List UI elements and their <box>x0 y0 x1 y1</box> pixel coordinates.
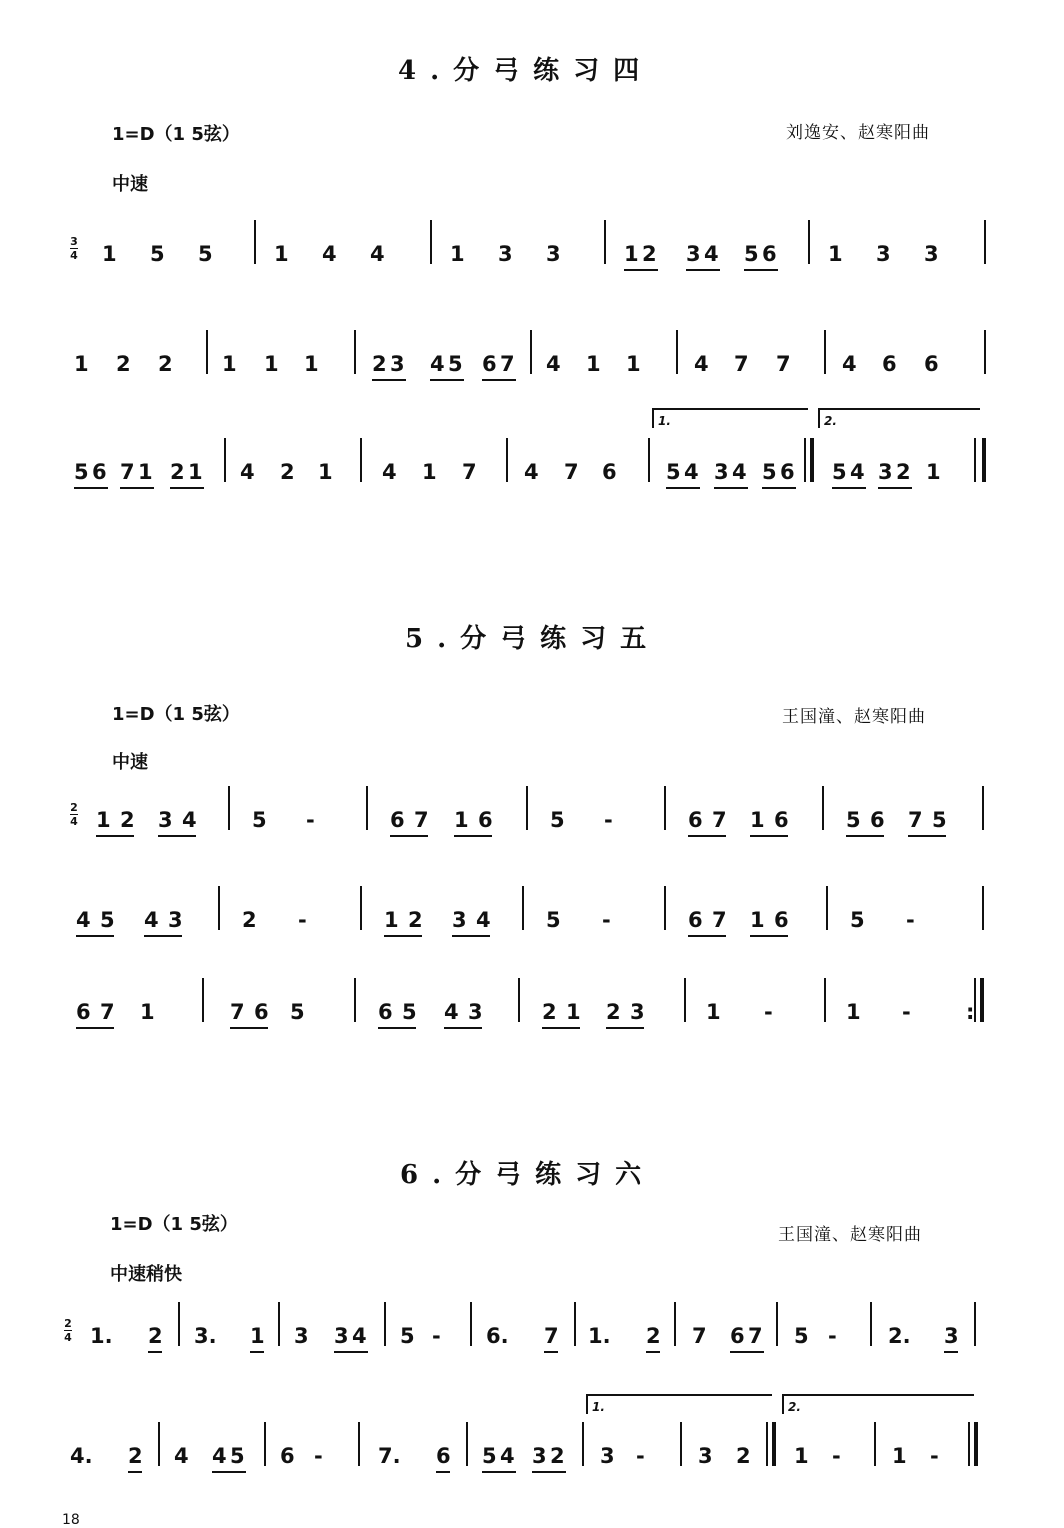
note: - <box>604 808 613 832</box>
beam-underline <box>688 935 726 937</box>
note: - <box>636 1444 645 1468</box>
note: 4 <box>842 352 857 376</box>
beam-underline <box>686 269 720 271</box>
barline <box>664 886 666 930</box>
note: 3 <box>878 460 893 484</box>
note: 1 <box>102 242 117 266</box>
note: 1. <box>588 1324 611 1348</box>
note: 5 <box>400 1324 415 1348</box>
beam-underline <box>230 1027 268 1029</box>
note: 2 <box>170 460 185 484</box>
note: 2 <box>148 1324 163 1348</box>
note: 1 <box>250 1324 265 1348</box>
note: 2 <box>120 808 135 832</box>
beam-underline <box>744 269 778 271</box>
note: 1 <box>140 1000 155 1024</box>
note: 4 <box>430 352 445 376</box>
note: 3 <box>698 1444 713 1468</box>
note: 1 <box>586 352 601 376</box>
second-ending-bracket: 2. <box>818 408 980 428</box>
note: 1 <box>626 352 641 376</box>
note: 2 <box>736 1444 751 1468</box>
note: 4 <box>444 1000 459 1024</box>
barline <box>254 220 256 264</box>
note: 5 <box>744 242 759 266</box>
beam-underline <box>170 487 204 489</box>
note: 6 <box>774 808 789 832</box>
note: 2 <box>372 352 387 376</box>
beam-underline <box>624 269 658 271</box>
note: 7 <box>776 352 791 376</box>
barline <box>202 978 204 1022</box>
note: 2 <box>542 1000 557 1024</box>
note: 4 <box>240 460 255 484</box>
note: 2 <box>606 1000 621 1024</box>
note: 1 <box>750 908 765 932</box>
barline <box>574 1302 576 1346</box>
beam-underline <box>832 487 866 489</box>
barline <box>776 1302 778 1346</box>
barline <box>518 978 520 1022</box>
barline <box>804 438 806 482</box>
note: - <box>432 1324 441 1348</box>
note: 6 <box>882 352 897 376</box>
note: 2 <box>242 908 257 932</box>
note: - <box>902 1000 911 1024</box>
time-signature: 2 4 <box>64 1317 72 1344</box>
note: 6 <box>254 1000 269 1024</box>
note: 3. <box>194 1324 217 1348</box>
beam-underline <box>444 1027 482 1029</box>
beam-underline <box>430 379 464 381</box>
note: 7 <box>100 1000 115 1024</box>
note: 5 <box>850 908 865 932</box>
beam-underline <box>750 835 788 837</box>
barline <box>766 1422 768 1466</box>
note: 3 <box>334 1324 349 1348</box>
note: 2 <box>158 352 173 376</box>
note: 4 <box>524 460 539 484</box>
barline <box>874 1422 876 1466</box>
first-ending-bracket: 1. <box>586 1394 772 1414</box>
barline <box>680 1422 682 1466</box>
note: : <box>966 1000 975 1024</box>
note: 3 <box>158 808 173 832</box>
staff-row <box>60 862 1000 952</box>
second-ending-bracket: 2. <box>782 1394 974 1414</box>
note: 5 <box>666 460 681 484</box>
barline <box>360 886 362 930</box>
barline <box>974 978 976 1022</box>
barline <box>206 330 208 374</box>
note: 5 <box>150 242 165 266</box>
barline <box>354 978 356 1022</box>
note: 6 <box>76 1000 91 1024</box>
barline <box>228 786 230 830</box>
barline <box>980 978 984 1022</box>
note: 3 <box>546 242 561 266</box>
tempo-marking: 中速 <box>112 752 148 773</box>
note: 1 <box>304 352 319 376</box>
staff-row <box>60 196 1000 286</box>
note: 7 <box>462 460 477 484</box>
note: 1 <box>138 460 153 484</box>
note: 2 <box>116 352 131 376</box>
note: 7 <box>748 1324 763 1348</box>
note: 6 <box>688 808 703 832</box>
note: 2 <box>280 460 295 484</box>
note: 5 <box>482 1444 497 1468</box>
beam-underline <box>74 487 108 489</box>
piece-title: 5.分弓练习五 <box>405 624 661 654</box>
note: 7 <box>712 908 727 932</box>
barline <box>982 886 984 930</box>
beam-underline <box>334 1351 368 1353</box>
note: 6 <box>924 352 939 376</box>
barline <box>984 220 986 264</box>
barline <box>984 330 986 374</box>
note: 1 <box>264 352 279 376</box>
barline <box>526 786 528 830</box>
note: 1 <box>892 1444 907 1468</box>
note: - <box>930 1444 939 1468</box>
note: 7 <box>908 808 923 832</box>
beam-underline <box>454 835 492 837</box>
composer: 刘逸安、赵寒阳曲 <box>786 123 930 143</box>
note: 4 <box>370 242 385 266</box>
barline <box>824 330 826 374</box>
note: 5 <box>290 1000 305 1024</box>
note: 1 <box>566 1000 581 1024</box>
beam-underline <box>944 1351 958 1353</box>
barline <box>218 886 220 930</box>
key-signature: 1=D（1 5弦） <box>112 704 240 725</box>
tempo-marking: 中速稍快 <box>110 1264 182 1285</box>
note: 1 <box>794 1444 809 1468</box>
barline <box>466 1422 468 1466</box>
barline <box>506 438 508 482</box>
note: 6 <box>730 1324 745 1348</box>
note: 2 <box>896 460 911 484</box>
note: 1 <box>422 460 437 484</box>
staff-row <box>60 306 1000 396</box>
note: 7. <box>378 1444 401 1468</box>
note: 5 <box>252 808 267 832</box>
beam-underline <box>158 835 196 837</box>
note: 1 <box>384 908 399 932</box>
barline <box>158 1422 160 1466</box>
beam-underline <box>606 1027 644 1029</box>
note: 4 <box>212 1444 227 1468</box>
piece-title: 6.分弓练习六 <box>400 1160 656 1190</box>
barline <box>522 886 524 930</box>
note: 7 <box>692 1324 707 1348</box>
note: 5 <box>74 460 89 484</box>
note: 2 <box>642 242 657 266</box>
beam-underline <box>666 487 700 489</box>
key-signature: 1=D（1 5弦） <box>112 124 240 145</box>
note: 5 <box>932 808 947 832</box>
beam-underline <box>544 1351 558 1353</box>
note: 4 <box>182 808 197 832</box>
note: 1 <box>188 460 203 484</box>
note: 3 <box>294 1324 309 1348</box>
note: 6 <box>602 460 617 484</box>
beam-underline <box>452 935 490 937</box>
note: 3 <box>532 1444 547 1468</box>
beam-underline <box>148 1351 162 1353</box>
beam-underline <box>212 1471 246 1473</box>
beam-underline <box>730 1351 764 1353</box>
note: 6 <box>280 1444 295 1468</box>
note: 3 <box>686 242 701 266</box>
note: 7 <box>564 460 579 484</box>
beam-underline <box>96 835 134 837</box>
note: 5 <box>100 908 115 932</box>
barline <box>982 438 986 482</box>
beam-underline <box>482 379 516 381</box>
barline <box>974 438 976 482</box>
barline <box>354 330 356 374</box>
beam-underline <box>482 1471 516 1473</box>
beam-underline <box>128 1471 142 1473</box>
beam-underline <box>384 935 422 937</box>
note: 1 <box>926 460 941 484</box>
barline <box>674 1302 676 1346</box>
barline <box>384 1302 386 1346</box>
note: 7 <box>414 808 429 832</box>
staff-row <box>60 1398 1000 1488</box>
note: 7 <box>230 1000 245 1024</box>
note: 3 <box>168 908 183 932</box>
staff-row <box>60 762 1000 852</box>
note: 5 <box>448 352 463 376</box>
note: 3 <box>468 1000 483 1024</box>
beam-underline <box>646 1351 660 1353</box>
note: 3 <box>924 242 939 266</box>
barline <box>648 438 650 482</box>
note: 1 <box>828 242 843 266</box>
note: 1 <box>454 808 469 832</box>
beam-underline <box>762 487 796 489</box>
first-ending-bracket: 1. <box>652 408 808 428</box>
beam-underline <box>250 1351 264 1353</box>
note: 4 <box>174 1444 189 1468</box>
composer: 王国潼、赵寒阳曲 <box>778 1225 922 1245</box>
staff-row <box>60 1278 1000 1368</box>
note: 7 <box>500 352 515 376</box>
note: 1 <box>706 1000 721 1024</box>
beam-underline <box>372 379 406 381</box>
note: 4 <box>76 908 91 932</box>
note: 1 <box>846 1000 861 1024</box>
note: 6 <box>390 808 405 832</box>
note: 5 <box>762 460 777 484</box>
note: 5 <box>546 908 561 932</box>
note: 6 <box>482 352 497 376</box>
note: 6 <box>688 908 703 932</box>
barline <box>360 438 362 482</box>
note: 4 <box>500 1444 515 1468</box>
barline <box>358 1422 360 1466</box>
note: - <box>906 908 915 932</box>
note: 6. <box>486 1324 509 1348</box>
barline <box>968 1422 970 1466</box>
note: 5 <box>832 460 847 484</box>
barline <box>676 330 678 374</box>
note: 4 <box>704 242 719 266</box>
barline <box>982 786 984 830</box>
note: 4 <box>694 352 709 376</box>
beam-underline <box>714 487 748 489</box>
barline <box>772 1422 776 1466</box>
barline <box>530 330 532 374</box>
note: 3 <box>944 1324 959 1348</box>
note: 1 <box>750 808 765 832</box>
note: 5 <box>846 808 861 832</box>
barline <box>224 438 226 482</box>
beam-underline <box>76 935 114 937</box>
note: 6 <box>92 460 107 484</box>
barline <box>826 886 828 930</box>
barline <box>808 220 810 264</box>
beam-underline <box>76 1027 114 1029</box>
barline <box>430 220 432 264</box>
barline <box>470 1302 472 1346</box>
time-signature: 3 4 <box>70 235 78 262</box>
barline <box>366 786 368 830</box>
barline <box>278 1302 280 1346</box>
note: 6 <box>762 242 777 266</box>
note: 1 <box>222 352 237 376</box>
note: 6 <box>870 808 885 832</box>
note: 1 <box>74 352 89 376</box>
note: 2 <box>550 1444 565 1468</box>
beam-underline <box>750 935 788 937</box>
page-number: 18 <box>62 1512 80 1528</box>
note: 4 <box>352 1324 367 1348</box>
note: 2 <box>408 908 423 932</box>
note: 2. <box>888 1324 911 1348</box>
note: 3 <box>498 242 513 266</box>
beam-underline <box>908 835 946 837</box>
note: 1 <box>624 242 639 266</box>
note: 7 <box>120 460 135 484</box>
piece-title: 4.分弓练习四 <box>398 56 654 86</box>
barline <box>822 786 824 830</box>
note: 3 <box>600 1444 615 1468</box>
note: 7 <box>544 1324 559 1348</box>
barline <box>664 786 666 830</box>
note: - <box>832 1444 841 1468</box>
barline <box>264 1422 266 1466</box>
barline <box>824 978 826 1022</box>
note: 4 <box>732 460 747 484</box>
note: 4 <box>476 908 491 932</box>
note: - <box>602 908 611 932</box>
note: 4 <box>850 460 865 484</box>
note: 4 <box>144 908 159 932</box>
note: 2 <box>646 1324 661 1348</box>
note: 4. <box>70 1444 93 1468</box>
composer: 王国潼、赵寒阳曲 <box>782 707 926 727</box>
note: 1 <box>450 242 465 266</box>
note: 6 <box>774 908 789 932</box>
note: 5 <box>198 242 213 266</box>
note: - <box>764 1000 773 1024</box>
note: 3 <box>876 242 891 266</box>
barline <box>974 1302 976 1346</box>
staff-row <box>60 414 1000 504</box>
beam-underline <box>144 935 182 937</box>
note: 1 <box>96 808 111 832</box>
note: 4 <box>546 352 561 376</box>
barline <box>604 220 606 264</box>
beam-underline <box>532 1471 566 1473</box>
note: 4 <box>382 460 397 484</box>
beam-underline <box>542 1027 580 1029</box>
barline <box>178 1302 180 1346</box>
note: - <box>314 1444 323 1468</box>
note: 3 <box>390 352 405 376</box>
beam-underline <box>688 835 726 837</box>
note: 6 <box>780 460 795 484</box>
beam-underline <box>390 835 428 837</box>
beam-underline <box>120 487 154 489</box>
note: 1 <box>318 460 333 484</box>
note: 5 <box>550 808 565 832</box>
note: - <box>306 808 315 832</box>
note: 1 <box>274 242 289 266</box>
key-signature: 1=D（1 5弦） <box>110 1214 238 1235</box>
note: 6 <box>478 808 493 832</box>
barline <box>810 438 814 482</box>
note: 5 <box>794 1324 809 1348</box>
note: 7 <box>734 352 749 376</box>
barline <box>684 978 686 1022</box>
staff-row <box>60 954 1000 1044</box>
note: - <box>298 908 307 932</box>
note: 5 <box>402 1000 417 1024</box>
note: 1. <box>90 1324 113 1348</box>
time-signature: 2 4 <box>70 801 78 828</box>
note: 4 <box>684 460 699 484</box>
note: 6 <box>436 1444 451 1468</box>
beam-underline <box>878 487 912 489</box>
barline <box>974 1422 978 1466</box>
note: 4 <box>322 242 337 266</box>
note: 5 <box>230 1444 245 1468</box>
beam-underline <box>846 835 884 837</box>
note: - <box>828 1324 837 1348</box>
beam-underline <box>436 1471 450 1473</box>
note: 3 <box>630 1000 645 1024</box>
barline <box>582 1422 584 1466</box>
barline <box>870 1302 872 1346</box>
note: 6 <box>378 1000 393 1024</box>
note: 3 <box>714 460 729 484</box>
beam-underline <box>378 1027 416 1029</box>
tempo-marking: 中速 <box>112 174 148 195</box>
note: 2 <box>128 1444 143 1468</box>
note: 3 <box>452 908 467 932</box>
note: 7 <box>712 808 727 832</box>
